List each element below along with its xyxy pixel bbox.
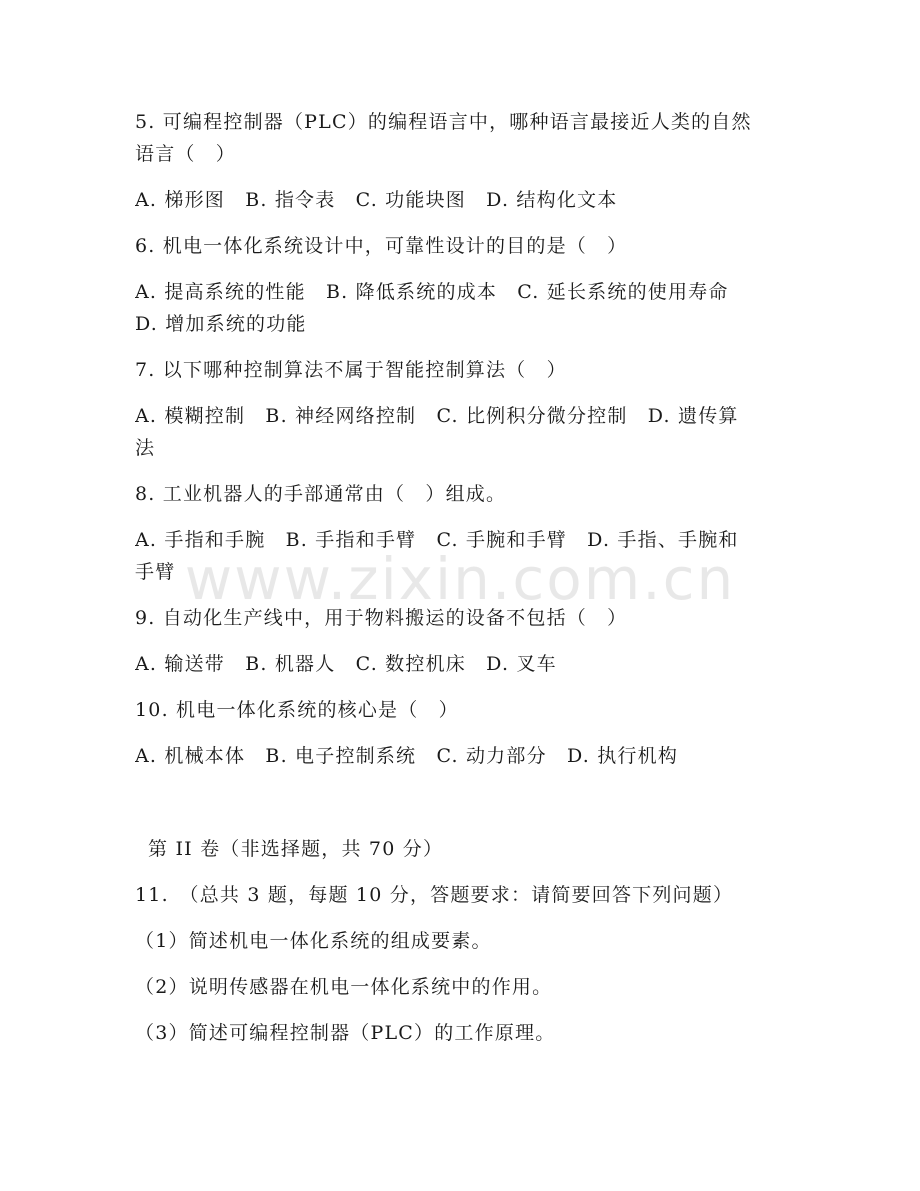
q9-stem: 9. 自动化生产线中，用于物料搬运的设备不包括（ ） [135,607,628,629]
watermark-text: www.zixin.com.cn [184,545,736,613]
q6-stem: 6. 机电一体化系统设计中，可靠性设计的目的是（ ） [135,235,628,257]
q8-options-line1: A. 手指和手腕 B. 手指和手臂 C. 手腕和手臂 D. 手指、手腕和 [135,529,739,551]
q10-stem: 10. 机电一体化系统的核心是（ ） [135,699,459,721]
q11-sub1: （1）简述机电一体化系统的组成要素。 [135,930,492,952]
q10-options: A. 机械本体 B. 电子控制系统 C. 动力部分 D. 执行机构 [135,745,679,767]
q6-options-line1: A. 提高系统的性能 B. 降低系统的成本 C. 延长系统的使用寿命 [135,281,729,303]
q11-sub2: （2）说明传感器在机电一体化系统中的作用。 [135,976,553,998]
q11-intro: 11. （总共 3 题，每题 10 分，答题要求：请简要回答下列问题） [135,884,734,906]
q7-stem: 7. 以下哪种控制算法不属于智能控制算法（ ） [135,359,567,381]
q8-options-line2: 手臂 [135,561,176,583]
q8-stem: 8. 工业机器人的手部通常由（ ）组成。 [135,483,507,505]
section2-title: 第 II 卷（非选择题，共 70 分） [148,838,444,860]
q6-options-line2: D. 增加系统的功能 [135,313,307,335]
q7-options-line1: A. 模糊控制 B. 神经网络控制 C. 比例积分微分控制 D. 遗传算 [135,405,739,427]
q7-options-line2: 法 [135,437,156,459]
q9-options: A. 输送带 B. 机器人 C. 数控机床 D. 叉车 [135,653,557,675]
q5-stem-line2: 语言（ ） [135,143,237,165]
q5-stem-line1: 5. 可编程控制器（PLC）的编程语言中，哪种语言最接近人类的自然 [135,111,752,133]
q11-sub3: （3）简述可编程控制器（PLC）的工作原理。 [135,1022,556,1044]
q5-options: A. 梯形图 B. 指令表 C. 功能块图 D. 结构化文本 [135,189,618,211]
